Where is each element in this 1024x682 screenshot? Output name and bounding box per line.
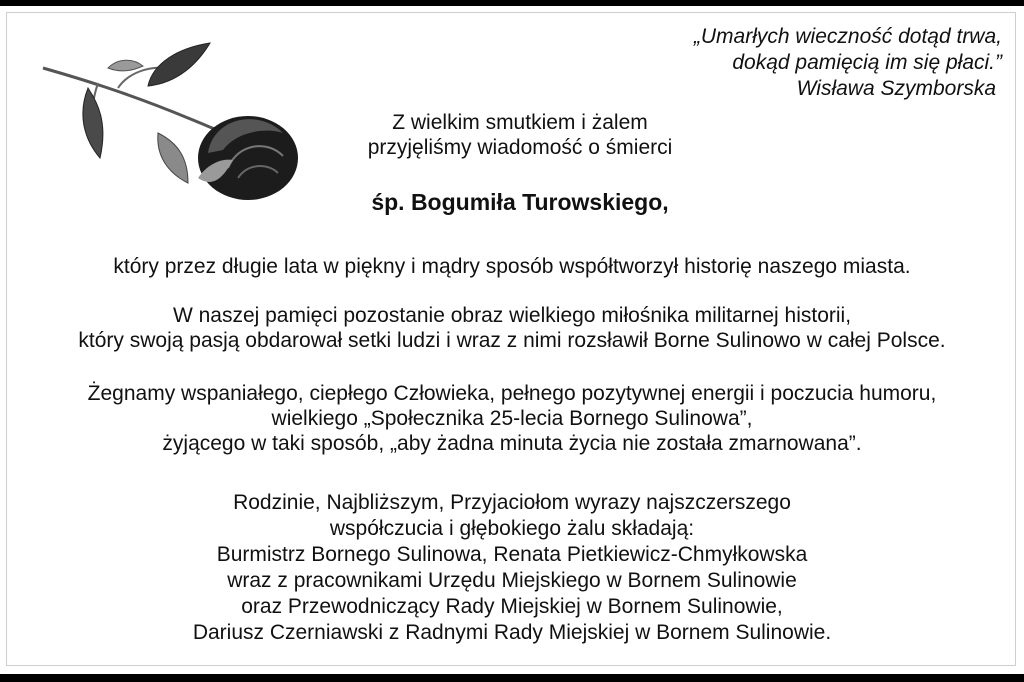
bottom-black-bar bbox=[0, 674, 1024, 682]
paragraph-line: oraz Przewodniczący Rady Miejskiej w Bornem Sulinowie, bbox=[241, 595, 783, 618]
paragraph-line: Burmistrz Bornego Sulinowa, Renata Pietkiewicz-Chmyłkowska bbox=[216, 543, 808, 566]
intro-text bbox=[200, 110, 840, 160]
intro-line: Z wielkim smutkiem i żalem bbox=[392, 111, 648, 134]
epigraph-quote bbox=[582, 24, 1002, 102]
quote-line: dokąd pamięcią im się płaci.” bbox=[732, 51, 1002, 74]
paragraph-legacy bbox=[0, 254, 1024, 279]
paragraph-condolences bbox=[0, 490, 1024, 646]
paragraph-line: Rodzinie, Najbliższym, Przyjaciołom wyrazy najszczerszego bbox=[233, 491, 791, 514]
paragraph-memory bbox=[0, 303, 1024, 353]
paragraph-line: żyjącego w taki sposób, „aby żadna minuta życia nie została zmarnowana”. bbox=[162, 432, 862, 455]
quote-author: Wisława Szymborska bbox=[796, 77, 996, 100]
deceased-name: śp. Bogumiła Turowskiego, bbox=[371, 189, 669, 215]
paragraph-line: który swoją pasją obdarował setki ludzi i wraz z nimi rozsławił Borne Sulinowo w całej Polsce. bbox=[78, 329, 946, 352]
paragraph-line: wielkiego „Społecznika 25-lecia Bornego Sulinowa”, bbox=[271, 407, 753, 430]
top-black-bar bbox=[0, 0, 1024, 6]
paragraph-line: który przez długie lata w piękny i mądry sposób współtworzył historię naszego miasta. bbox=[113, 255, 911, 278]
paragraph-line: współczucia i głębokiego żalu składają: bbox=[329, 517, 695, 540]
paragraph-farewell bbox=[0, 381, 1024, 456]
paragraph-line: Żegnamy wspaniałego, ciepłego Człowieka, pełnego pozytywnej energii i poczucia humoru, bbox=[87, 382, 937, 405]
quote-line: „Umarłych wieczność dotąd trwa, bbox=[693, 25, 1002, 48]
paragraph-line: wraz z pracownikami Urzędu Miejskiego w Bornem Sulinowie bbox=[227, 569, 797, 592]
intro-line: przyjęliśmy wiadomość o śmierci bbox=[367, 136, 673, 159]
paragraph-line: Dariusz Czerniawski z Radnymi Rady Miejskiej w Bornem Sulinowie. bbox=[192, 621, 832, 644]
paragraph-line: W naszej pamięci pozostanie obraz wielkiego miłośnika militarnej historii, bbox=[172, 304, 852, 327]
